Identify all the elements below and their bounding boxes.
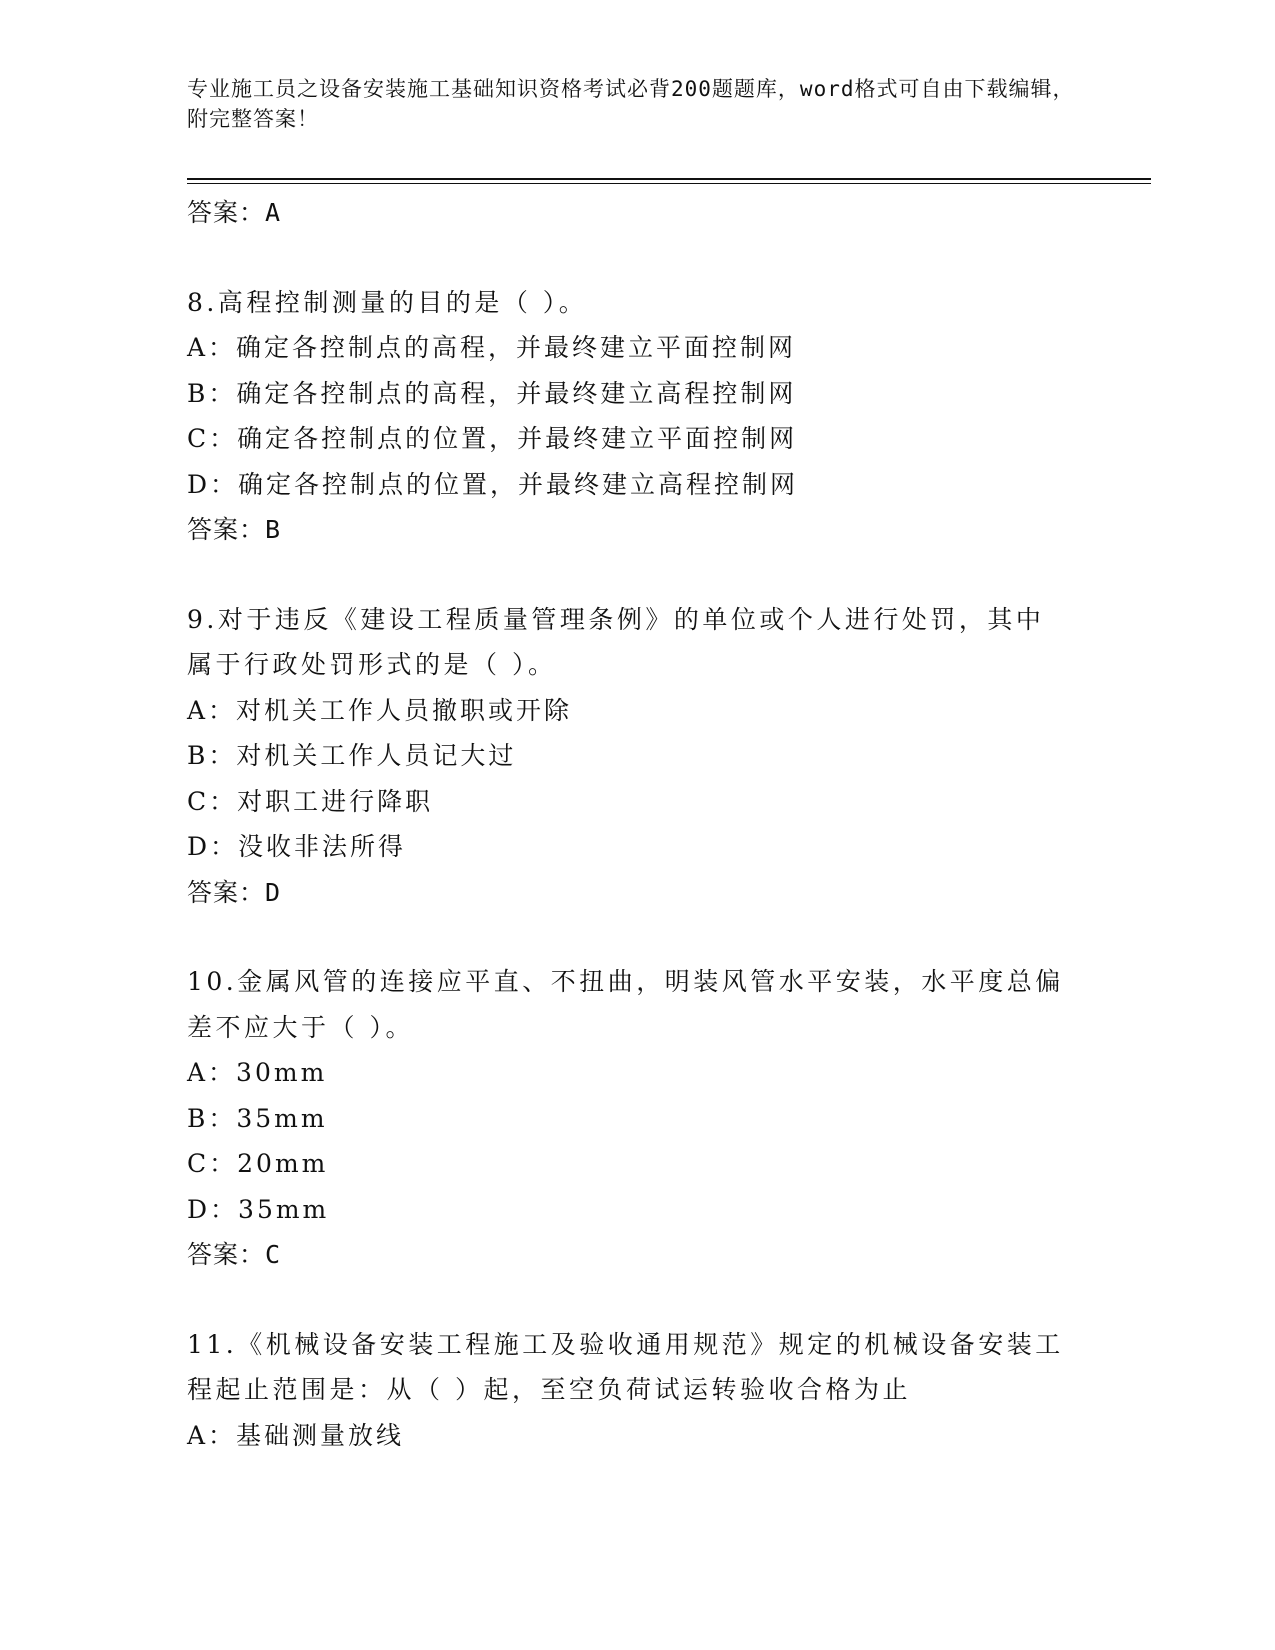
option-b: B：确定各控制点的高程，并最终建立高程控制网 [187,378,797,408]
page-header: 专业施工员之设备安装施工基础知识资格考试必背200题题库，word格式可自由下载编辑，附完整答案！ [187,77,1075,131]
spacer [187,236,1107,280]
spacer [187,915,1107,959]
question-stem: 9.对于违反《建设工程质量管理条例》的单位或个人进行处罚，其中属于行政处罚形式的是（ ）。 [187,604,1045,679]
answer-line: 答案：A [187,198,282,227]
option-d: D：确定各控制点的位置，并最终建立高程控制网 [187,469,799,499]
header-divider [187,178,1151,180]
option-d: D：没收非法所得 [187,832,407,861]
option-b: B：对机关工作人员记大过 [187,741,517,770]
option-a: A：基础测量放线 [187,1420,405,1450]
question-stem: 8.高程控制测量的目的是（ ）。 [187,287,588,317]
option-c: C：确定各控制点的位置，并最终建立平面控制网 [187,424,798,453]
answer-line: 答案：C [187,1240,282,1269]
spacer [187,1278,1107,1322]
header-divider-thin [187,183,1151,184]
option-d: D：35mm [187,1194,330,1224]
question-list [187,190,1107,1458]
option-a: A：30mm [187,1058,328,1087]
question-stem: 11.《机械设备安装工程施工及验收通用规范》规定的机械设备安装工程起止范围是：从（ ）起，至空负荷试运转验收合格为止 [187,1329,1064,1404]
question-block [187,959,1107,1278]
question-block [187,280,1107,553]
question-stem: 10.金属风管的连接应平直、不扭曲，明装风管水平安装，水平度总偏差不应大于（ ）。 [187,967,1064,1042]
spacer [187,553,1107,597]
option-a: A：对机关工作人员撤职或开除 [187,695,573,725]
option-c: C：对职工进行降职 [187,786,434,816]
question-block [187,1322,1107,1459]
option-c: C：20mm [187,1149,329,1178]
option-a: A：确定各控制点的高程，并最终建立平面控制网 [187,333,797,362]
answer-line: 答案：B [187,515,282,544]
question-block [187,597,1107,916]
answer-line: 答案：D [187,877,282,907]
option-b: B：35mm [187,1103,328,1133]
